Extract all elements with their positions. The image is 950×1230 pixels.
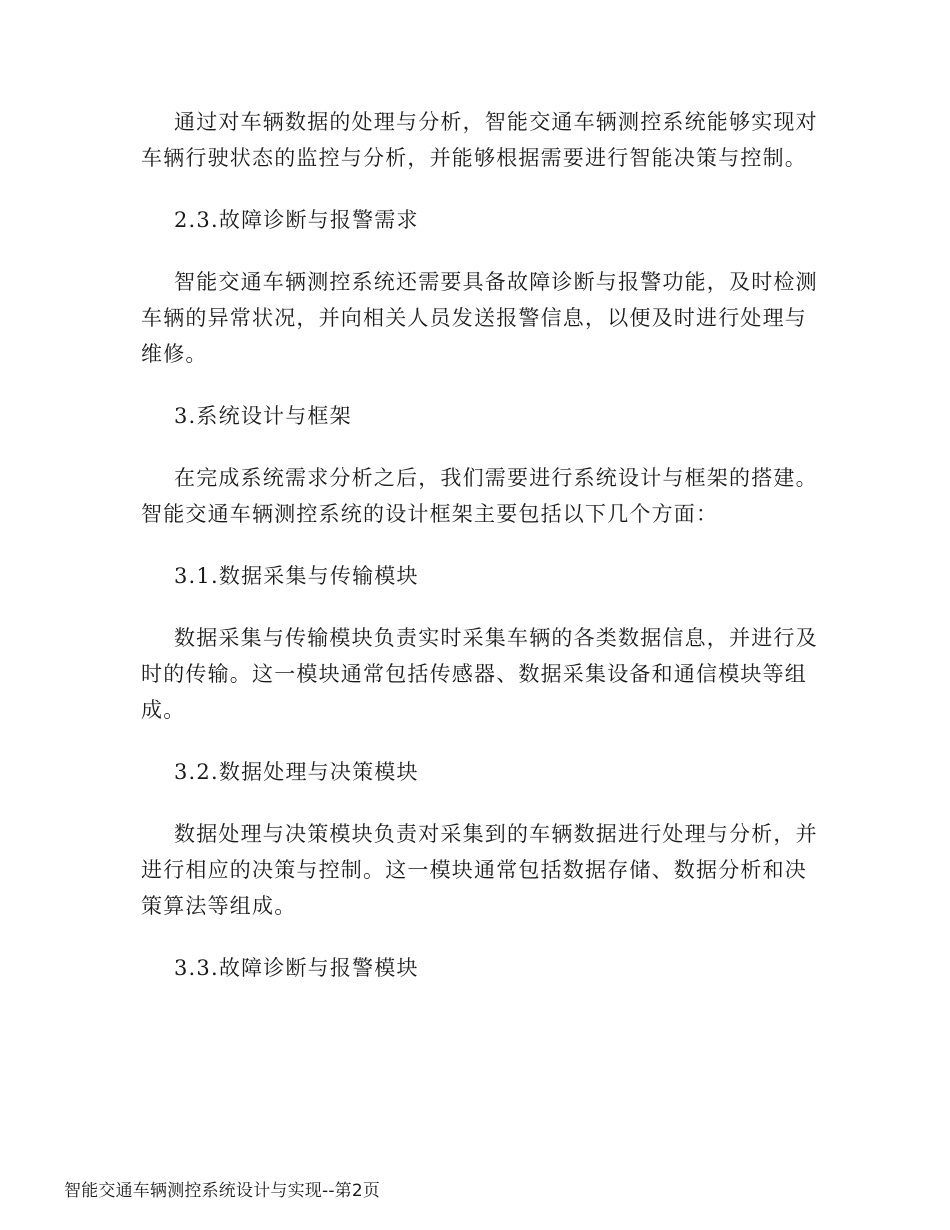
- section-heading-3-3: 3.3.故障诊断与报警模块: [174, 956, 419, 980]
- paragraph-data-processing-module: 数据处理与决策模块负责对采集到的车辆数据进行处理与分析，并进行相应的决策与控制。这一模块通常包括数据存储、数据分析和决策算法等组成。: [141, 822, 818, 918]
- section-heading-3-1: 3.1.数据采集与传输模块: [174, 564, 419, 588]
- page-footer: 智能交通车辆测控系统设计与实现--第2页: [64, 1181, 381, 1201]
- document-body: [141, 104, 821, 1012]
- section-heading-3: 3.系统设计与框架: [174, 404, 352, 428]
- section-heading-3-2: 3.2.数据处理与决策模块: [174, 760, 419, 784]
- paragraph-vehicle-data-analysis: 通过对车辆数据的处理与分析，智能交通车辆测控系统能够实现对车辆行驶状态的监控与分析，并能够根据需要进行智能决策与控制。: [141, 110, 818, 170]
- paragraph-system-design-intro: 在完成系统需求分析之后，我们需要进行系统设计与框架的搭建。智能交通车辆测控系统的设计框架主要包括以下几个方面：: [141, 466, 818, 526]
- paragraph-fault-alarm-requirement: 智能交通车辆测控系统还需要具备故障诊断与报警功能，及时检测车辆的异常状况，并向相关人员发送报警信息，以便及时进行处理与维修。: [141, 270, 818, 366]
- section-heading-2-3: 2.3.故障诊断与报警需求: [174, 208, 419, 232]
- paragraph-data-acquisition-module: 数据采集与传输模块负责实时采集车辆的各类数据信息，并进行及时的传输。这一模块通常包括传感器、数据采集设备和通信模块等组成。: [141, 626, 818, 722]
